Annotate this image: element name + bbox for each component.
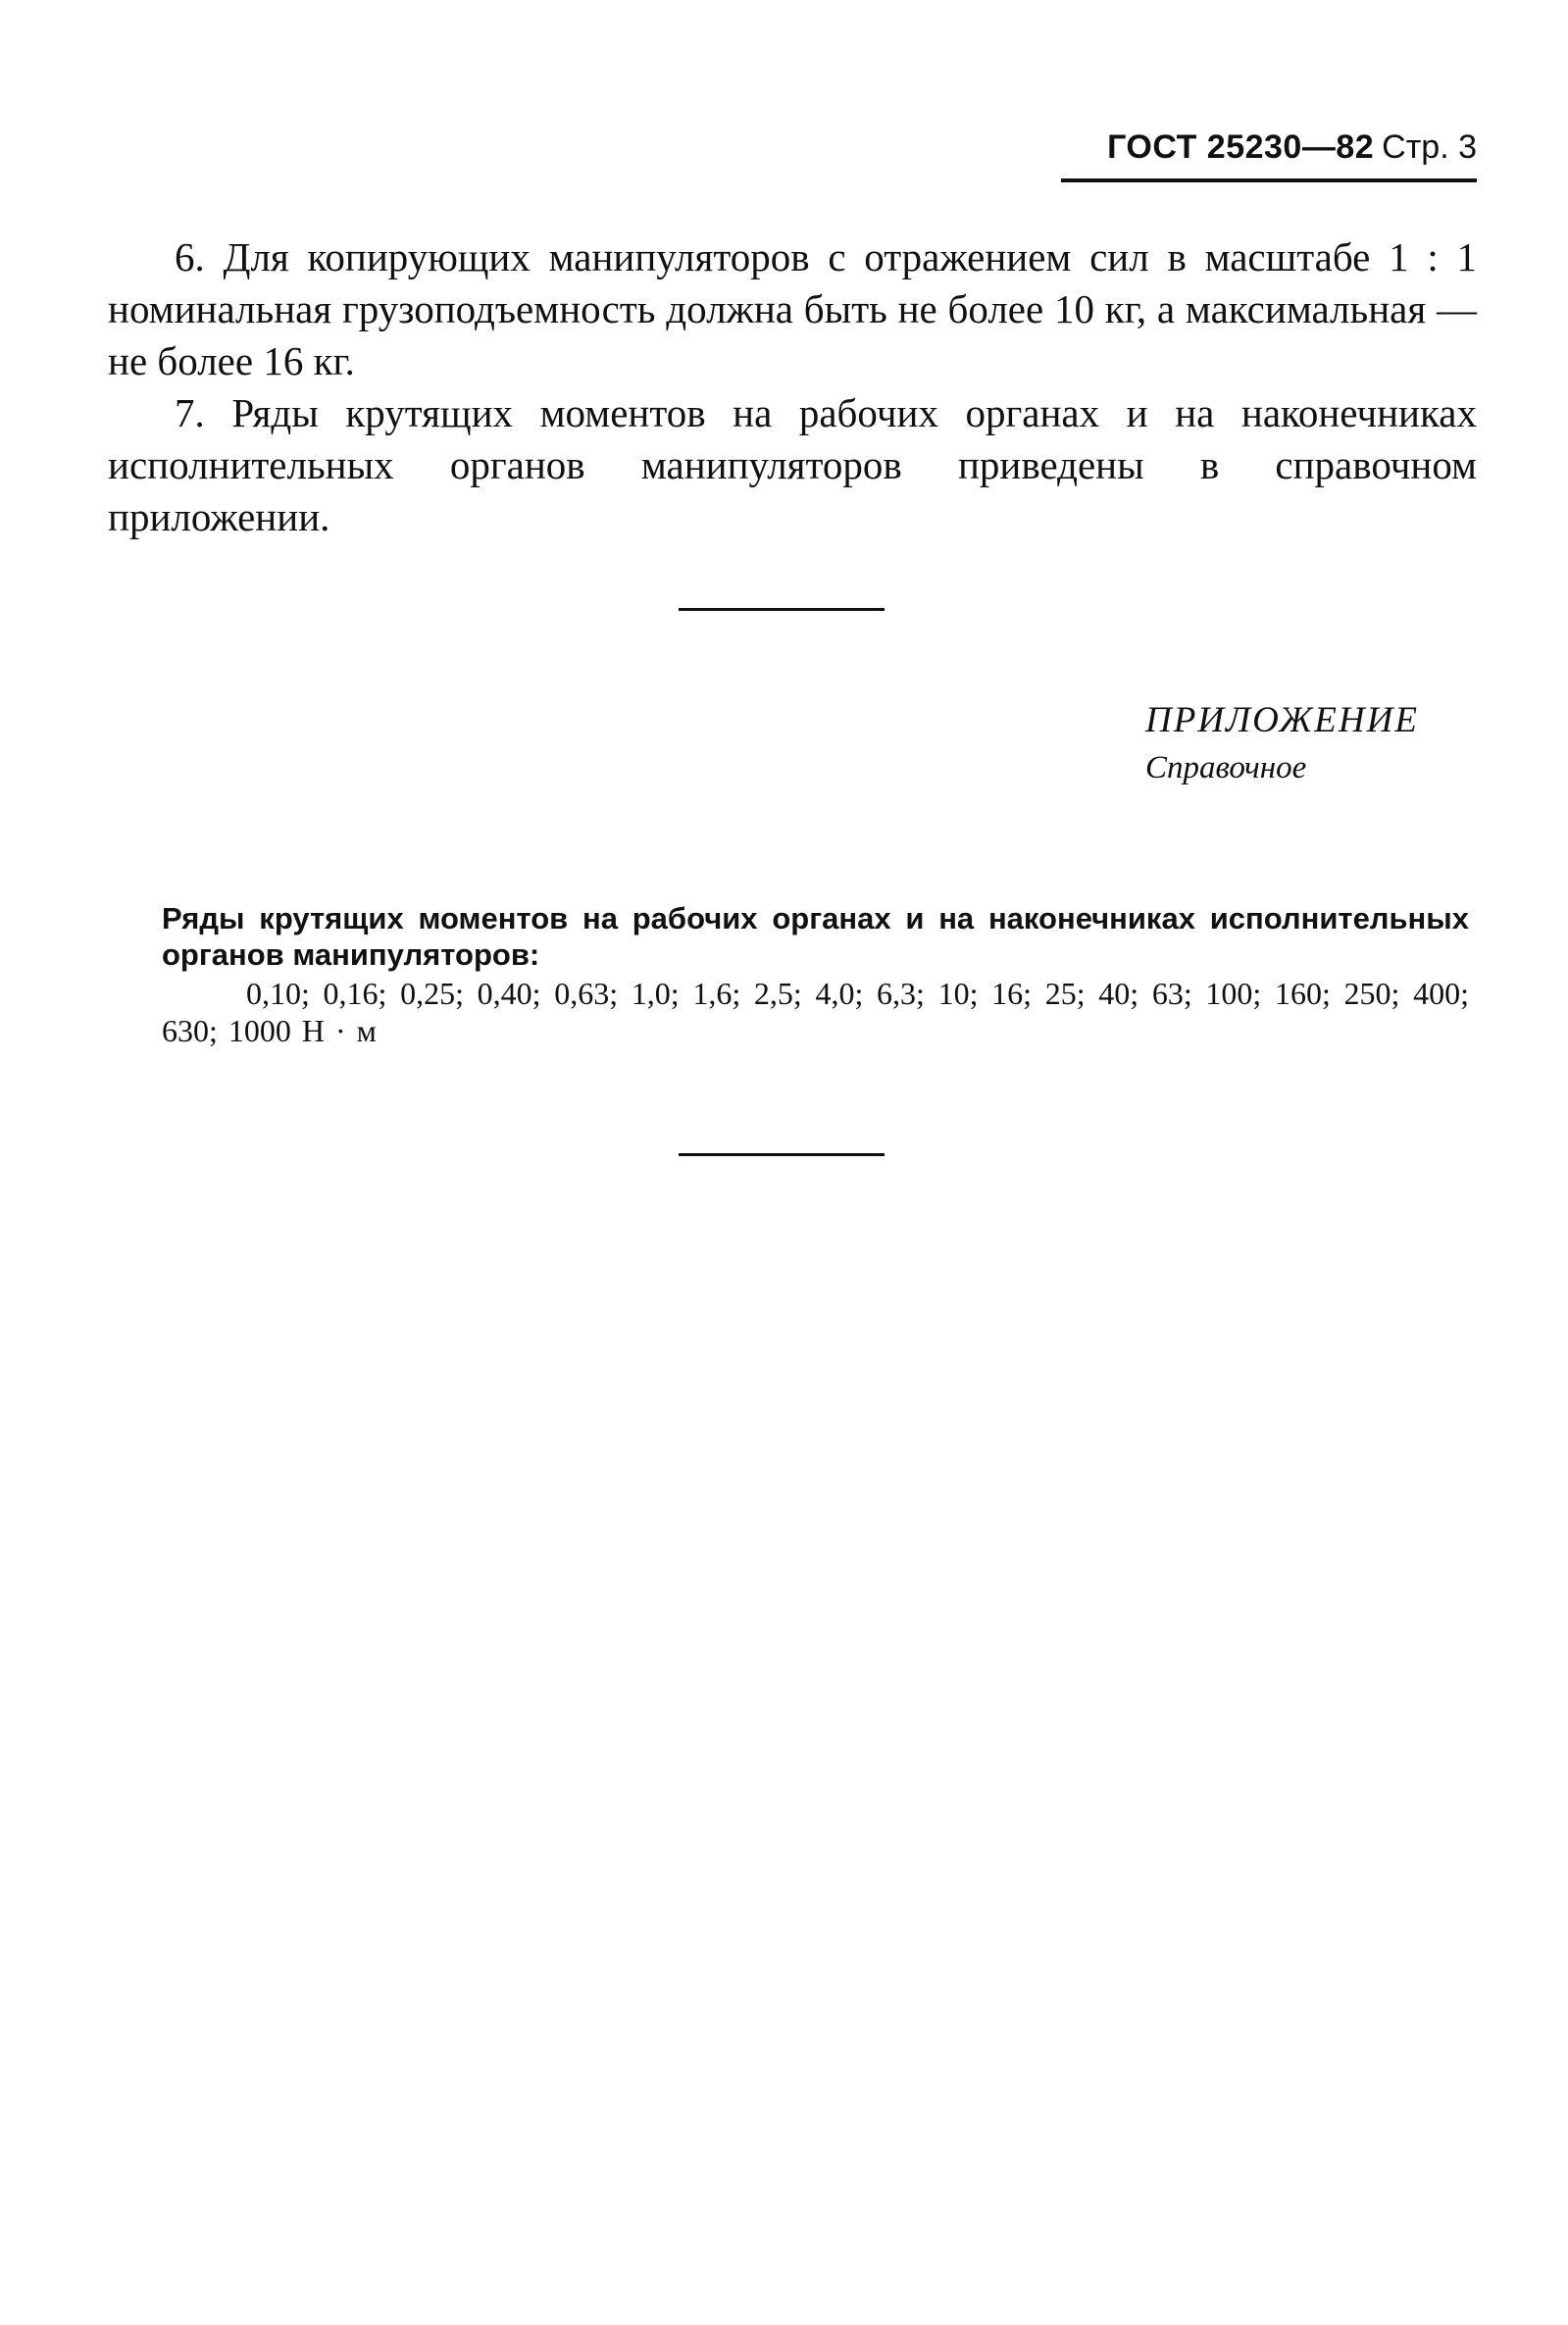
annex-content (162, 900, 1469, 1049)
page-number: Стр. 3 (1382, 128, 1477, 166)
appendix-subtitle: Справочное (1145, 750, 1307, 785)
section-divider (679, 608, 885, 611)
torque-values: 0,10; 0,16; 0,25; 0,40; 0,63; 1,0; 1,6; 2,5; 4,0; 6,3; 10; 16; 25; 40; 63; 100; 160; 250; 400; 630; 1000 Н · м (162, 976, 1469, 1048)
end-divider (679, 1153, 885, 1156)
appendix-label (1145, 698, 1419, 788)
standard-code: ГОСТ 25230—82 (1107, 128, 1375, 166)
appendix-title: ПРИЛОЖЕНИЕ (1145, 700, 1419, 740)
header-rule (1061, 178, 1477, 182)
main-text (108, 231, 1477, 543)
paragraph-6: 6. Для копирующих манипуляторов с отражением сил в масштабе 1 : 1 номинальная грузоподъемность должна быть не более 10 кг, а максимальная — не более 16 кг. (108, 234, 1477, 383)
annex-heading: Ряды крутящих моментов на рабочих органах и на наконечниках исполнительных органов манипуляторов: (162, 901, 1469, 972)
page-header (1107, 127, 1477, 167)
paragraph-7: 7. Ряды крутящих моментов на рабочих органах и на наконечниках исполнительных органов манипуляторов приведены в справочном приложении. (108, 390, 1477, 539)
